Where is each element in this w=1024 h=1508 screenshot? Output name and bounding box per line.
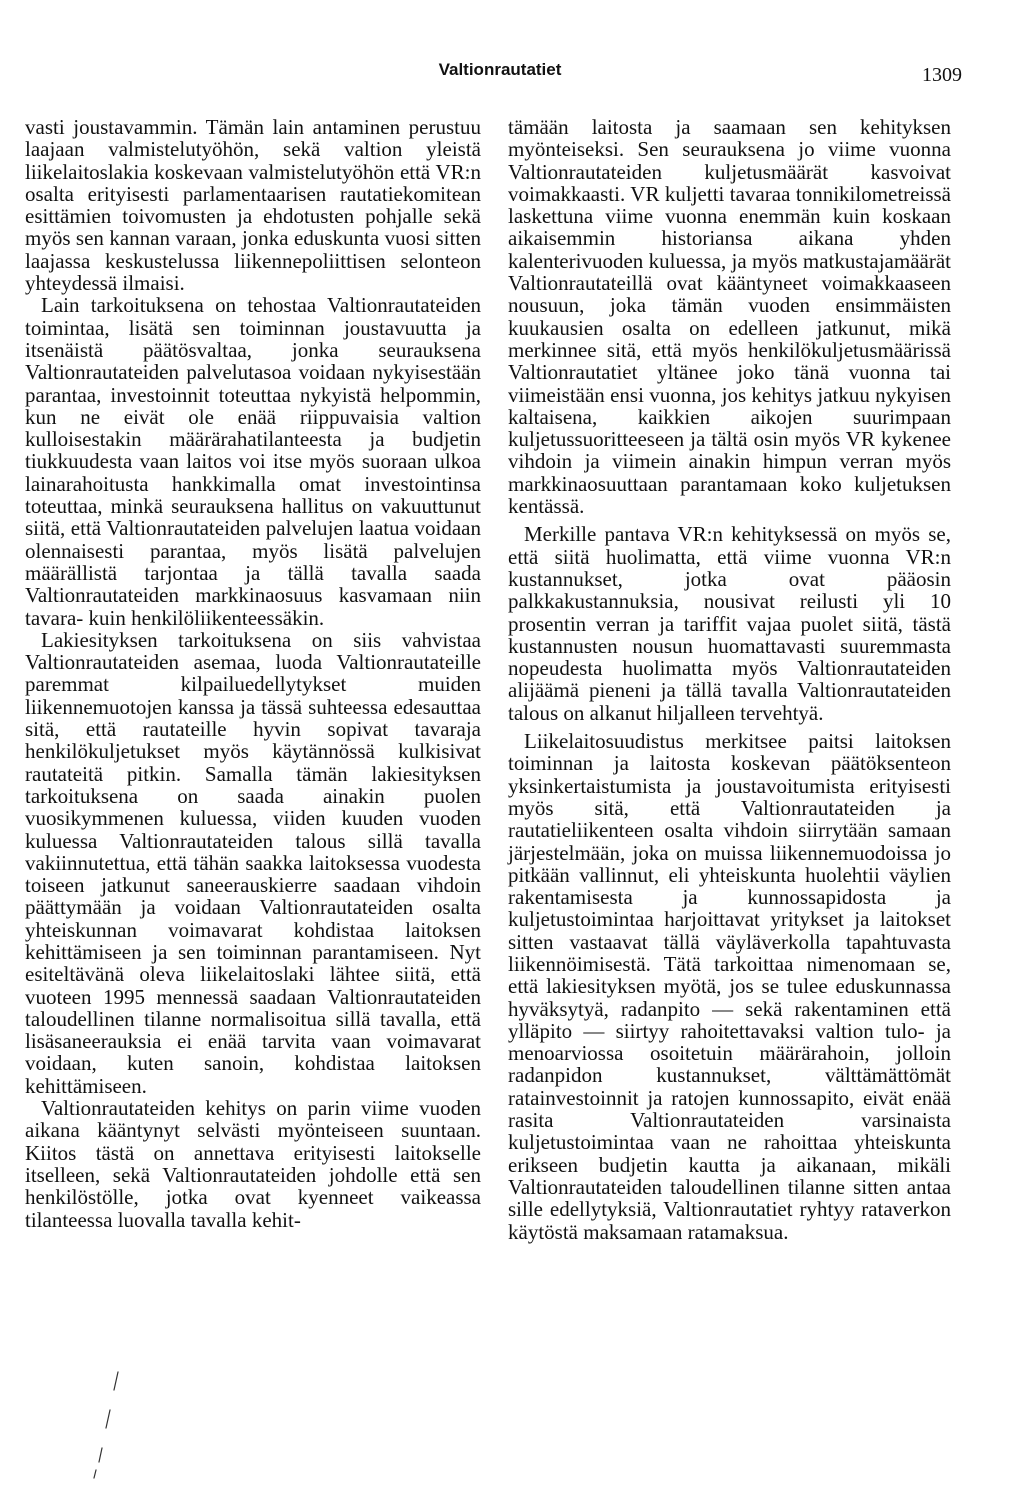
running-title: Valtionrautatiet bbox=[438, 60, 562, 79]
right-column bbox=[508, 116, 951, 1243]
left-column bbox=[25, 116, 481, 1231]
paragraph: vasti joustavammin. Tämän lain antaminen perustuu laajaan valmistelutyöhön, sekä valtion yleistä liikelaitoslakia koskevaan valmistelutyöhön että VR:n osalta erityisesti parlamentaarisen rautatiekomitean esittämien toivomusten ja ehdotusten pohjalle sekä myös sen kannan varaan, jonka eduskunta vuosi sitten laajassa keskustelussa liikennepoliittisen selonteon yhteydessä ilmaisi. bbox=[25, 115, 481, 296]
paragraph: Lain tarkoituksena on tehostaa Valtionrautateiden toimintaa, lisätä sen toiminnan joustavuutta ja itsenäistä päätösvaltaa, jonka seurauksena Valtionrautateiden palvelutasoa voidaan nykyisestään parantaa, investoinnit toteuttaa nykyistä helpommin, kun ne eivät ole enää riippuvaisia valtion kulloisestakin määrärahatilanteesta ja budjetin tiukkuudesta vaan laitos voi itse myös suoraan ulkoa lainarahoitusta hankkimalla omat investointinsa toteuttaa, minkä seurauksena hallitus on vakuuttunut siitä, että Valtionrautateiden palvelujen laatua voidaan olennaisesti parantaa, myös lisätä palvelujen määrällistä tarjontaa ja tällä tavalla saada Valtionrautateiden markkinaosuus kasvamaan niin tavara- kuin henkilöliikenteessäkin. bbox=[25, 293, 481, 630]
paragraph: Merkille pantava VR:n kehityksessä on myös se, että siitä huolimatta, että viime vuonna VR:n kustannukset, jotka ovat pääosin palkkakustannuksia, nousivat reilusti yli 10 prosentin verran ja tariffit vajaa puolet siitä, tästä kustannusten nousun huomattavasti suuremmasta nopeudesta huolimatta myös Valtionrautateiden alijäämä pieneni ja tällä tavalla Valtionrautateiden talous on alkanut hiljalleen tervehtyä. bbox=[508, 522, 951, 725]
paragraph: Valtionrautateiden kehitys on parin viime vuoden aikana kääntynyt selvästi myönteiseen suuntaan. Kiitos tästä on annettava erityisesti laitokselle itselleen, sekä Valtionrautateiden johdolle että sen henkilöstölle, jotka ovat kyenneet vaikeassa tilanteessa luovalla tavalla kehit- bbox=[25, 1096, 481, 1232]
page-number: 1309 bbox=[922, 64, 962, 86]
paragraph: Lakiesityksen tarkoituksena on siis vahvistaa Valtionrautateiden asemaa, luoda Valtionrautateille paremmat kilpailuedellytykset muiden liikennemuotojen kanssa ja tässä suhteessa edesauttaa sitä, että rautateille hyvin sopivat tavaraja henkilökuljetukset myös käytännössä kulkisivat rautateitä pitkin. Samalla tämän lakiesityksen tarkoituksena on saada ainakin puolen vuosikymmenen kuluessa, viiden kuuden vuoden kuluessa Valtionrautateiden talous sillä tavalla vakiinnutettua, että tähän saakka laitoksessa vuodesta toiseen jatkunut saneerauskierre saadaan vihdoin päättymään ja voidaan Valtionrautateiden osalta yhteiskunnan voimavarat kohdistaa laitoksen kehittämiseen ja sen toiminnan parantamiseen. Nyt esiteltävänä oleva liikelaitoslaki lähtee siitä, että vuoteen 1995 mennessä saadaan Valtionrautateiden taloudellinen tilanne normalisoitua sillä tavalla, että lisäsaneerauksia ei enää tarvita vaan voimavarat voidaan, kuten sanoin, kohdistaa laitoksen kehittämiseen. bbox=[25, 627, 481, 1098]
paragraph: tämään laitosta ja saamaan sen kehityksen myönteiseksi. Sen seurauksena jo viime vuonna Valtionrautateiden kuljetusmäärät kasvoivat voimakkaasti. VR kuljetti tavaraa tonnikilometreissä laskettuna viime vuonna enemmän kuin koskaan aikaisemmin historiansa aikana yhden kalenterivuoden kuluessa, ja myös matkustajamäärät Valtionrautateillä ovat kääntyneet voimakkaaseen nousuun, joka tämän vuoden ensimmäisten kuukausien osalta on edelleen jatkunut, mikä merkinnee sitä, että myös henkilökuljetusmäärissä Valtionrautatiet yltänee joko tänä vuonna tai viimeistään ensi vuonna, jos kehitys jatkuu nykyisen kaltaisena, kaikkien aikojen suurimpaan kuljetussuoritteeseen ja tältä osin myös VR kykenee vihdoin ja viimein ainakin himpun verran myös markkinaosuuttaan parantamaan koko kuljetuksen kentässä. bbox=[508, 115, 951, 519]
running-head bbox=[0, 60, 1024, 90]
pen-mark bbox=[80, 1370, 140, 1480]
paragraph: Liikelaitosuudistus merkitsee paitsi laitoksen toiminnan ja laitosta koskevan päätöksenteon yksinkertaistumista ja joustavoitumista erityisesti myös sitä, että Valtionrautateiden ja rautatieliikenteen osalta vihdoin siirrytään samaan järjestelmään, joka on muissa liikennemuodoissa jo pitkään vallinnut, eli yhteiskunta huolehtii väylien rakentamisesta ja kunnossapidosta ja kuljetustoimintaa harjoittavat yritykset ja laitokset sitten vastaavat tällä väyläverkolla tapahtuvasta liikennöimisestä. Tätä tarkoittaa nimenomaan se, että lakiesityksen myötä, jos se tulee eduskunnassa hyväksytyä, radanpito — sekä rakentaminen että ylläpito — siirtyy rahoitettavaksi valtion tulo- ja menoarviossa osoitetuin määrärahoin, jolloin radanpidon kustannukset, välttämättömät ratainvestoinnit ja ratojen kunnossapito, eivät enää rasita Valtionrautateiden varsinaista kuljetustoimintaa vaan ne rahoittaa yhteiskunta erikseen budjetin kautta ja aikanaan, mikäli Valtionrautateiden taloudellinen tilanne sitten antaa sille edellytyksiä, Valtionrautatiet ryhtyy rataverkon käytöstä maksamaan ratamaksua. bbox=[508, 729, 951, 1244]
